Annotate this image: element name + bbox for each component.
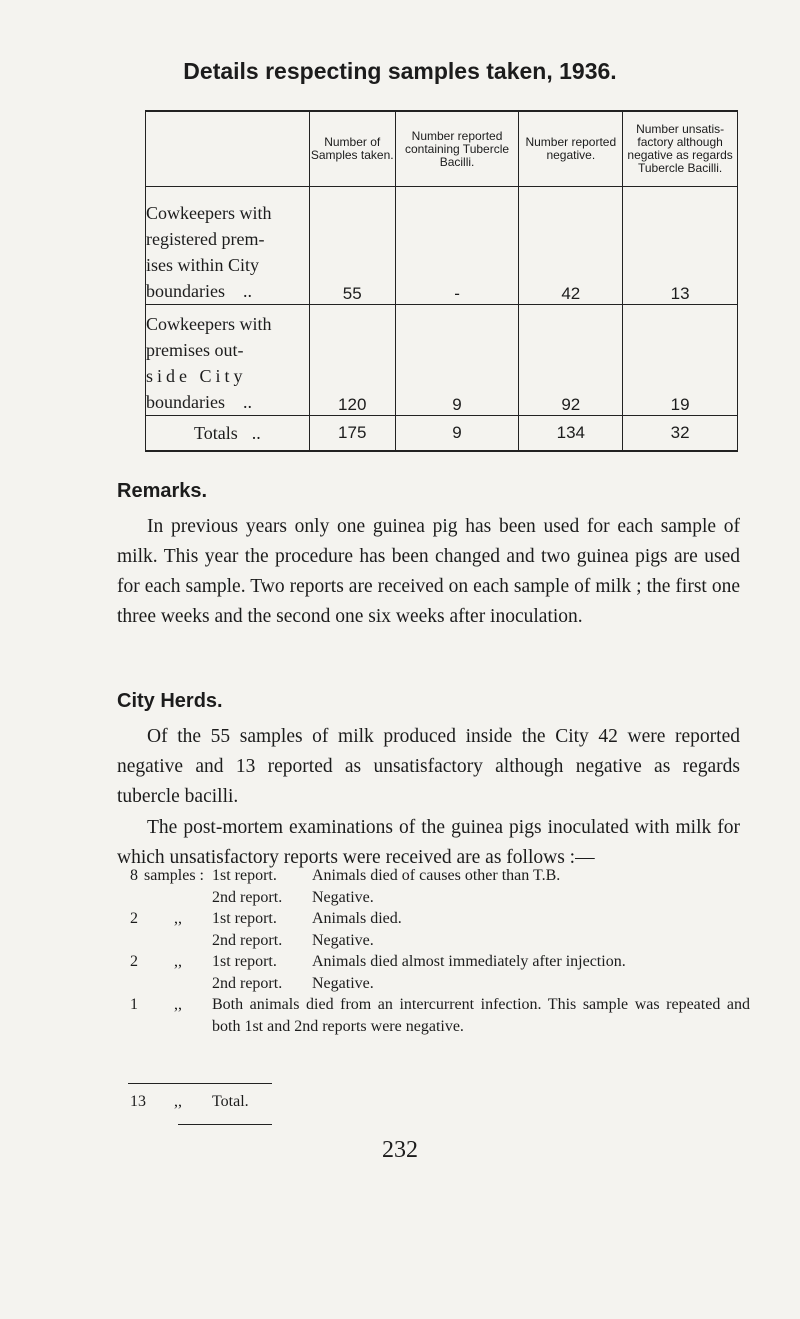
table-cell: 9 — [395, 416, 519, 452]
totals-row — [146, 416, 738, 452]
post-mortem-paragraph: The post-mortem examinations of the guinea pigs inoculated with milk for which unsatisfactory reports were received are as follows :— — [117, 817, 740, 868]
remarks-paragraph: In previous years only one guinea pig has been used for each sample of milk. This year the procedure has been changed and two guinea pigs are used for each sample. Two reports are received on each sample of milk ; the first one three weeks and the second one six weeks after inoculation. — [117, 516, 740, 627]
row-label: Cowkeepers with premises out- side City boundaries .. — [146, 305, 310, 416]
table-cell: 19 — [623, 305, 738, 416]
list-item: 2 ,, 1st report. Animals died. — [130, 910, 402, 927]
page-title: Details respecting samples taken, 1936. — [183, 58, 617, 84]
header-containing-bacilli: Number reported containing Tubercle Bacilli. — [395, 111, 519, 187]
table-cell: 120 — [309, 305, 395, 416]
sum-rule-top — [128, 1083, 272, 1084]
table-cell: 134 — [519, 416, 623, 452]
list-item: 8 samples : 1st report. Animals died of causes other than T.B. — [130, 867, 561, 884]
results-list — [130, 865, 750, 1037]
table-cell: - — [395, 187, 519, 305]
header-negative: Number reported negative. — [519, 111, 623, 187]
list-item: 2nd report. Negative. — [212, 974, 374, 992]
table-cell: 175 — [309, 416, 395, 452]
remarks-heading: Remarks. — [117, 480, 208, 502]
samples-table — [145, 110, 738, 452]
list-item: 2 ,, 1st report. Animals died almost immediately after injection. — [130, 953, 626, 970]
header-samples-taken: Number of Samples taken. — [309, 111, 395, 187]
city-herds-heading: City Herds. — [117, 690, 223, 712]
table-cell: 92 — [519, 305, 623, 416]
table-cell: 9 — [395, 305, 519, 416]
sum-rule-bottom — [178, 1124, 272, 1125]
total-row: 13 ,, Total. — [130, 1093, 249, 1110]
header-blank — [146, 111, 310, 187]
table-row — [146, 305, 738, 416]
table-cell: 13 — [623, 187, 738, 305]
totals-label: Totals .. — [146, 416, 310, 452]
row-label: Cowkeepers with registered prem- ises within City boundaries .. — [146, 187, 310, 305]
list-item: 2nd report. Negative. — [212, 888, 374, 906]
table-row — [146, 187, 738, 305]
header-unsatisfactory: Number unsatis- factory although negative as regards Tubercle Bacilli. — [623, 111, 738, 187]
list-item: 2nd report. Negative. — [212, 931, 374, 949]
table-cell: 42 — [519, 187, 623, 305]
page-number: 232 — [382, 1137, 418, 1163]
table-cell: 55 — [309, 187, 395, 305]
table-cell: 32 — [623, 416, 738, 452]
list-item: 1 ,, Both animals died from an intercurrent infection. This sample was repeated and both 1st and 2nd reports were negative. — [130, 996, 750, 1035]
city-herds-paragraph: Of the 55 samples of milk produced inside the City 42 were reported negative and 13 reported as unsatisfactory although negative as regards tubercle bacilli. — [117, 726, 740, 807]
